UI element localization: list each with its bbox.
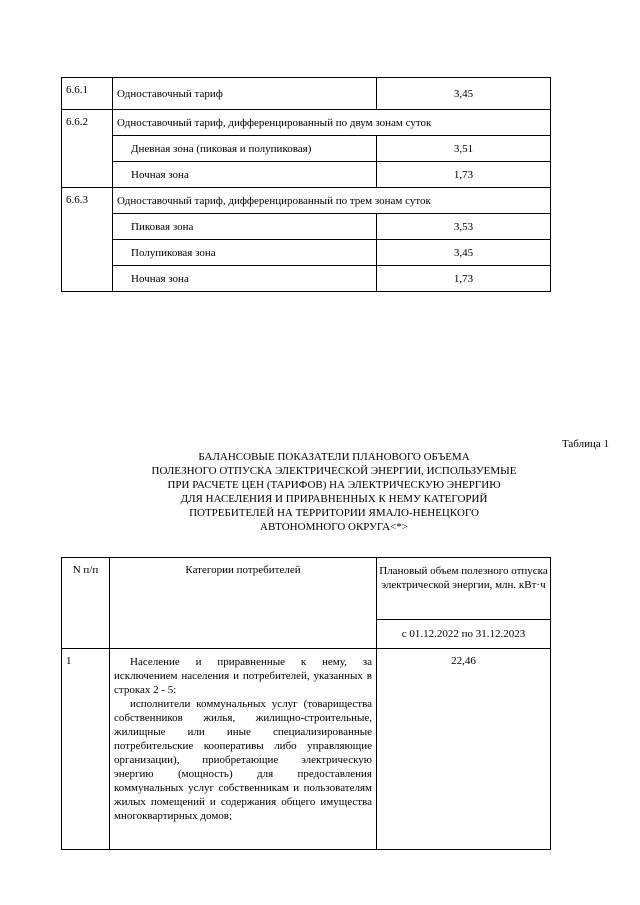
table-row (62, 214, 551, 240)
tariff-name: Одноставочный тариф (113, 78, 377, 110)
description-paragraph: исполнители коммунальных услуг (товарищества собственников жилья, жилищно-строительные, жилищные или иные специализированные потребительские кооперативы либо управляющие организации), приобретающие электрическую энергию (мощность) для предоставления коммунальных услуг собственникам и пользователям жилых помещений и содержания общего имущества многоквартирных домов; (114, 698, 372, 822)
row-number: 6.6.3 (62, 188, 113, 292)
table-caption: Таблица 1 (561, 438, 609, 450)
row-number: 6.6.2 (62, 110, 113, 188)
table-row (62, 649, 551, 850)
category-description (110, 649, 377, 850)
title-line: БАЛАНСОВЫЕ ПОКАЗАТЕЛИ ПЛАНОВОГО ОБЪЕМА (198, 451, 470, 463)
header-period: с 01.12.2022 по 31.12.2023 (377, 619, 551, 648)
zone-name: Ночная зона (113, 162, 377, 188)
tariff-value: 3,45 (377, 240, 551, 266)
tariff-value: 1,73 (377, 266, 551, 292)
table-row (62, 78, 551, 110)
zone-name: Ночная зона (113, 266, 377, 292)
title-line: АВТОНОМНОГО ОКРУГА<*> (260, 521, 408, 533)
header-row (62, 558, 551, 620)
volume-value: 22,46 (377, 649, 551, 850)
row-number: 6.6.1 (62, 78, 113, 110)
title-line: ПРИ РАСЧЕТЕ ЦЕН (ТАРИФОВ) НА ЭЛЕКТРИЧЕСКУЮ ЭНЕРГИЮ (167, 479, 501, 491)
tariff-value: 3,51 (377, 136, 551, 162)
description-paragraph: Население и приравненные к нему, за исключением населения и потребителей, указанных в строках 2 - 5: (114, 656, 372, 696)
title-line: ПОЛЕЗНОГО ОТПУСКА ЭЛЕКТРИЧЕСКОЙ ЭНЕРГИИ, ИСПОЛЬЗУЕМЫЕ (151, 465, 517, 477)
table-row (62, 136, 551, 162)
section-title (100, 450, 568, 534)
tariff-name: Одноставочный тариф, дифференцированный по двум зонам суток (113, 110, 551, 136)
header-number: N п/п (62, 558, 110, 649)
header-volume: Плановый объем полезного отпуска электрической энергии, млн. кВт·ч (377, 558, 551, 620)
tariff-value: 3,53 (377, 214, 551, 240)
header-category: Категории потребителей (110, 558, 377, 649)
balance-table (61, 557, 551, 850)
zone-name: Дневная зона (пиковая и полупиковая) (113, 136, 377, 162)
tariff-name: Одноставочный тариф, дифференцированный по трем зонам суток (113, 188, 551, 214)
zone-name: Полупиковая зона (113, 240, 377, 266)
table-row (62, 240, 551, 266)
table-row (62, 162, 551, 188)
tariff-value: 3,45 (377, 78, 551, 110)
table-row (62, 110, 551, 136)
title-line: ДЛЯ НАСЕЛЕНИЯ И ПРИРАВНЕННЫХ К НЕМУ КАТЕГОРИЙ (180, 493, 488, 505)
table-row (62, 188, 551, 214)
zone-name: Пиковая зона (113, 214, 377, 240)
row-number: 1 (62, 649, 110, 850)
tariff-table (61, 77, 551, 292)
title-line: ПОТРЕБИТЕЛЕЙ НА ТЕРРИТОРИИ ЯМАЛО-НЕНЕЦКОГО (189, 507, 479, 519)
table-row (62, 266, 551, 292)
tariff-value: 1,73 (377, 162, 551, 188)
